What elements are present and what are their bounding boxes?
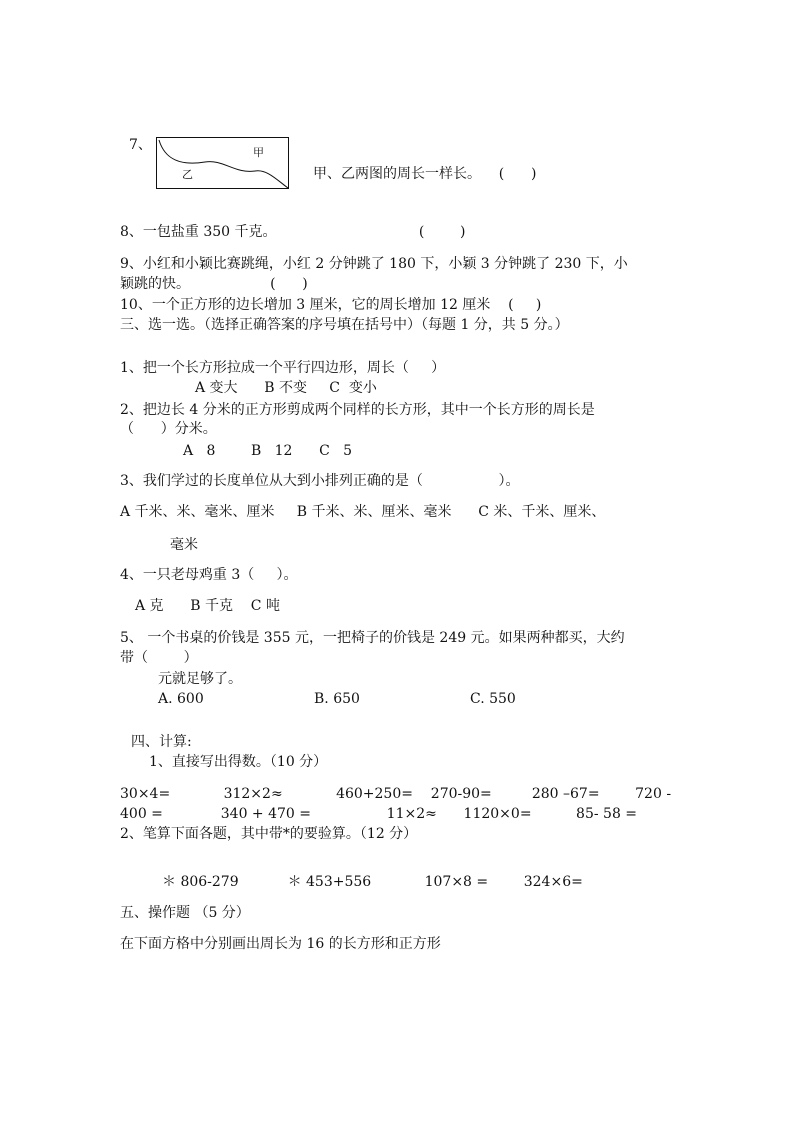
s3-q2-line2: （ ）分米。 — [120, 421, 217, 437]
s3-q1: 1、把一个长方形拉成一个平行四边形，周长（ ） — [120, 360, 446, 376]
q9-line2: 颖跳的快。 ( ) — [120, 276, 308, 292]
section3-title: 三、选一选。（选择正确答案的序号填在括号中）（每题 1 分，共 5 分。） — [120, 317, 569, 333]
figure-label-jia: 甲 — [253, 146, 264, 159]
q7-number: 7、 — [129, 137, 152, 153]
s3-q5-option-c: C. 550 — [470, 691, 516, 707]
s3-q5-line3: 元就足够了。 — [158, 671, 242, 687]
s4-sub2: 2、笔算下面各题，其中带*的要验算。（12 分） — [120, 826, 418, 842]
s4-calc-row1: 30×4= 312×2≈ 460+250= 270-90= 280 –67= 720 - — [120, 786, 672, 802]
s3-q3-options-cont: 毫米 — [170, 537, 198, 553]
s3-q3: 3、我们学过的长度单位从大到小排列正确的是（ ）。 — [120, 473, 520, 489]
q9-line1: 9、小红和小颖比赛跳绳，小红 2 分钟跳了 180 下，小颖 3 分钟跳了 230 下，小 — [120, 256, 628, 272]
s3-q5-option-b: B. 650 — [314, 691, 360, 707]
s5-text: 在下面方格中分别画出周长为 16 的长方形和正方形 — [120, 936, 441, 952]
s3-q5-line2: 带（ ） — [120, 650, 198, 666]
q7-text: 甲、乙两图的周长一样长。 ( ) — [313, 166, 537, 182]
s3-q1-options: A 变大 B 不变 C 变小 — [195, 380, 377, 396]
s3-q5-option-a: A. 600 — [158, 691, 204, 707]
s4-sub1: 1、直接写出得数。（10 分） — [149, 754, 328, 770]
s3-q4: 4、一只老母鸡重 3（ ）。 — [120, 567, 298, 583]
q8-text: 8、一包盐重 350 千克。 ( ) — [120, 224, 466, 240]
section5-title: 五、操作题 （5 分） — [120, 905, 250, 921]
perimeter-figure — [156, 137, 289, 189]
s4-calc-row3: ＊ 806-279 ＊ 453+556 107×8 = 324×6= — [162, 874, 583, 890]
section4-title: 四、计算: — [131, 734, 192, 750]
s3-q2-options: A 8 B 12 C 5 — [183, 443, 353, 459]
s3-q4-options: A 克 B 千克 C 吨 — [135, 598, 280, 614]
s4-calc-row2: 400 = 340 + 470 = 11×2≈ 1120×0= 85- 58 = — [120, 806, 638, 822]
s3-q2-line1: 2、把边长 4 分米的正方形剪成两个同样的长方形，其中一个长方形的周长是 — [120, 402, 595, 418]
q10-text: 10、一个正方形的边长增加 3 厘米，它的周长增加 12 厘米 ( ) — [120, 297, 542, 313]
figure-label-yi: 乙 — [182, 168, 193, 181]
s3-q5-line1: 5、 一个书桌的价钱是 355 元，一把椅子的价钱是 249 元。如果两种都买，大约 — [120, 630, 625, 646]
s3-q3-options: A 千米、米、毫米、厘米 B 千米、米、厘米、毫米 C 米、千米、厘米、 — [120, 504, 606, 520]
figure-curve — [157, 138, 290, 190]
